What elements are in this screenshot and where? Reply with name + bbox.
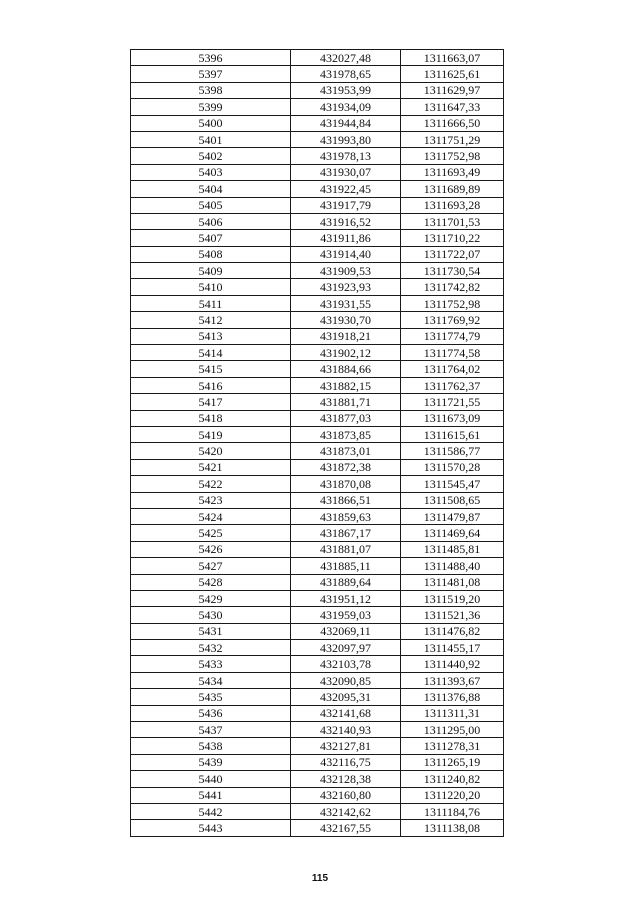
table-row	[131, 99, 504, 115]
point-number-cell: 5429	[131, 590, 291, 606]
y-coordinate-cell: 1311265,19	[401, 754, 504, 770]
x-coordinate-cell: 431881,07	[291, 541, 401, 557]
x-coordinate-cell: 431922,45	[291, 181, 401, 197]
x-coordinate-cell: 431930,70	[291, 312, 401, 328]
point-number-cell: 5421	[131, 459, 291, 475]
table-row	[131, 525, 504, 541]
point-number-cell: 5418	[131, 410, 291, 426]
point-number-cell: 5404	[131, 181, 291, 197]
point-number-cell: 5413	[131, 328, 291, 344]
y-coordinate-cell: 1311545,47	[401, 476, 504, 492]
table-row	[131, 279, 504, 295]
point-number-cell: 5443	[131, 820, 291, 836]
x-coordinate-cell: 432069,11	[291, 623, 401, 639]
y-coordinate-cell: 1311673,09	[401, 410, 504, 426]
table-row	[131, 803, 504, 819]
table-row	[131, 754, 504, 770]
table-row	[131, 410, 504, 426]
y-coordinate-cell: 1311689,89	[401, 181, 504, 197]
y-coordinate-cell: 1311184,76	[401, 803, 504, 819]
point-number-cell: 5440	[131, 771, 291, 787]
x-coordinate-cell: 431914,40	[291, 246, 401, 262]
x-coordinate-cell: 432097,97	[291, 640, 401, 656]
x-coordinate-cell: 431873,01	[291, 443, 401, 459]
y-coordinate-cell: 1311721,55	[401, 394, 504, 410]
point-number-cell: 5399	[131, 99, 291, 115]
point-number-cell: 5433	[131, 656, 291, 672]
point-number-cell: 5437	[131, 722, 291, 738]
point-number-cell: 5410	[131, 279, 291, 295]
table-row	[131, 541, 504, 557]
x-coordinate-cell: 432095,31	[291, 689, 401, 705]
point-number-cell: 5406	[131, 213, 291, 229]
point-number-cell: 5439	[131, 754, 291, 770]
y-coordinate-cell: 1311488,40	[401, 558, 504, 574]
x-coordinate-cell: 431951,12	[291, 590, 401, 606]
point-number-cell: 5419	[131, 426, 291, 442]
x-coordinate-cell: 431884,66	[291, 361, 401, 377]
x-coordinate-cell: 431909,53	[291, 263, 401, 279]
table-row	[131, 213, 504, 229]
table-row	[131, 394, 504, 410]
coordinates-table	[130, 49, 504, 837]
point-number-cell: 5397	[131, 66, 291, 82]
y-coordinate-cell: 1311752,98	[401, 148, 504, 164]
x-coordinate-cell: 431902,12	[291, 345, 401, 361]
y-coordinate-cell: 1311519,20	[401, 590, 504, 606]
table-row	[131, 558, 504, 574]
y-coordinate-cell: 1311295,00	[401, 722, 504, 738]
point-number-cell: 5407	[131, 230, 291, 246]
y-coordinate-cell: 1311625,61	[401, 66, 504, 82]
y-coordinate-cell: 1311311,31	[401, 705, 504, 721]
x-coordinate-cell: 432160,80	[291, 787, 401, 803]
table-row	[131, 705, 504, 721]
table-row	[131, 295, 504, 311]
table-row	[131, 722, 504, 738]
x-coordinate-cell: 431885,11	[291, 558, 401, 574]
table-row	[131, 131, 504, 147]
table-row	[131, 590, 504, 606]
x-coordinate-cell: 431882,15	[291, 377, 401, 393]
table-row	[131, 459, 504, 475]
x-coordinate-cell: 431881,71	[291, 394, 401, 410]
y-coordinate-cell: 1311240,82	[401, 771, 504, 787]
y-coordinate-cell: 1311751,29	[401, 131, 504, 147]
table-row	[131, 181, 504, 197]
x-coordinate-cell: 432140,93	[291, 722, 401, 738]
x-coordinate-cell: 431877,03	[291, 410, 401, 426]
table-row	[131, 312, 504, 328]
table-row	[131, 426, 504, 442]
x-coordinate-cell: 431930,07	[291, 164, 401, 180]
y-coordinate-cell: 1311278,31	[401, 738, 504, 754]
y-coordinate-cell: 1311666,50	[401, 115, 504, 131]
y-coordinate-cell: 1311615,61	[401, 426, 504, 442]
y-coordinate-cell: 1311742,82	[401, 279, 504, 295]
x-coordinate-cell: 431978,13	[291, 148, 401, 164]
point-number-cell: 5426	[131, 541, 291, 557]
y-coordinate-cell: 1311762,37	[401, 377, 504, 393]
table-row	[131, 689, 504, 705]
table-row	[131, 82, 504, 98]
page-number: 115	[311, 873, 329, 884]
table-row	[131, 66, 504, 82]
x-coordinate-cell: 432090,85	[291, 672, 401, 688]
point-number-cell: 5415	[131, 361, 291, 377]
y-coordinate-cell: 1311764,02	[401, 361, 504, 377]
x-coordinate-cell: 432103,78	[291, 656, 401, 672]
point-number-cell: 5396	[131, 50, 291, 66]
table-row	[131, 328, 504, 344]
table-row	[131, 607, 504, 623]
y-coordinate-cell: 1311455,17	[401, 640, 504, 656]
x-coordinate-cell: 432128,38	[291, 771, 401, 787]
point-number-cell: 5427	[131, 558, 291, 574]
x-coordinate-cell: 431923,93	[291, 279, 401, 295]
x-coordinate-cell: 432141,68	[291, 705, 401, 721]
x-coordinate-cell: 431911,86	[291, 230, 401, 246]
point-number-cell: 5420	[131, 443, 291, 459]
point-number-cell: 5409	[131, 263, 291, 279]
y-coordinate-cell: 1311476,82	[401, 623, 504, 639]
point-number-cell: 5403	[131, 164, 291, 180]
x-coordinate-cell: 431978,65	[291, 66, 401, 82]
x-coordinate-cell: 431916,52	[291, 213, 401, 229]
y-coordinate-cell: 1311774,58	[401, 345, 504, 361]
y-coordinate-cell: 1311138,08	[401, 820, 504, 836]
table-row	[131, 492, 504, 508]
point-number-cell: 5411	[131, 295, 291, 311]
x-coordinate-cell: 431934,09	[291, 99, 401, 115]
y-coordinate-cell: 1311647,33	[401, 99, 504, 115]
point-number-cell: 5405	[131, 197, 291, 213]
x-coordinate-cell: 431931,55	[291, 295, 401, 311]
y-coordinate-cell: 1311710,22	[401, 230, 504, 246]
table-row	[131, 443, 504, 459]
point-number-cell: 5401	[131, 131, 291, 147]
y-coordinate-cell: 1311663,07	[401, 50, 504, 66]
y-coordinate-cell: 1311521,36	[401, 607, 504, 623]
table-row	[131, 345, 504, 361]
point-number-cell: 5412	[131, 312, 291, 328]
table-row	[131, 672, 504, 688]
point-number-cell: 5436	[131, 705, 291, 721]
table-row	[131, 738, 504, 754]
x-coordinate-cell: 431944,84	[291, 115, 401, 131]
point-number-cell: 5398	[131, 82, 291, 98]
table-row	[131, 508, 504, 524]
y-coordinate-cell: 1311220,20	[401, 787, 504, 803]
x-coordinate-cell: 432127,81	[291, 738, 401, 754]
table-row	[131, 230, 504, 246]
x-coordinate-cell: 431872,38	[291, 459, 401, 475]
y-coordinate-cell: 1311376,88	[401, 689, 504, 705]
y-coordinate-cell: 1311693,49	[401, 164, 504, 180]
table-row	[131, 656, 504, 672]
y-coordinate-cell: 1311774,79	[401, 328, 504, 344]
y-coordinate-cell: 1311481,08	[401, 574, 504, 590]
table-row	[131, 50, 504, 66]
table-row	[131, 476, 504, 492]
point-number-cell: 5424	[131, 508, 291, 524]
x-coordinate-cell: 431870,08	[291, 476, 401, 492]
x-coordinate-cell: 432027,48	[291, 50, 401, 66]
table-row	[131, 640, 504, 656]
y-coordinate-cell: 1311629,97	[401, 82, 504, 98]
x-coordinate-cell: 431873,85	[291, 426, 401, 442]
y-coordinate-cell: 1311508,65	[401, 492, 504, 508]
y-coordinate-cell: 1311570,28	[401, 459, 504, 475]
point-number-cell: 5425	[131, 525, 291, 541]
point-number-cell: 5438	[131, 738, 291, 754]
point-number-cell: 5417	[131, 394, 291, 410]
x-coordinate-cell: 431959,03	[291, 607, 401, 623]
point-number-cell: 5414	[131, 345, 291, 361]
table-row	[131, 787, 504, 803]
point-number-cell: 5442	[131, 803, 291, 819]
point-number-cell: 5428	[131, 574, 291, 590]
x-coordinate-cell: 432142,62	[291, 803, 401, 819]
x-coordinate-cell: 431993,80	[291, 131, 401, 147]
point-number-cell: 5430	[131, 607, 291, 623]
coordinates-table-body	[131, 50, 504, 837]
y-coordinate-cell: 1311693,28	[401, 197, 504, 213]
y-coordinate-cell: 1311730,54	[401, 263, 504, 279]
point-number-cell: 5435	[131, 689, 291, 705]
table-row	[131, 820, 504, 836]
point-number-cell: 5434	[131, 672, 291, 688]
point-number-cell: 5408	[131, 246, 291, 262]
x-coordinate-cell: 431917,79	[291, 197, 401, 213]
x-coordinate-cell: 432167,55	[291, 820, 401, 836]
point-number-cell: 5400	[131, 115, 291, 131]
table-row	[131, 164, 504, 180]
y-coordinate-cell: 1311440,92	[401, 656, 504, 672]
table-row	[131, 246, 504, 262]
x-coordinate-cell: 431859,63	[291, 508, 401, 524]
x-coordinate-cell: 431867,17	[291, 525, 401, 541]
point-number-cell: 5402	[131, 148, 291, 164]
table-row	[131, 574, 504, 590]
x-coordinate-cell: 431866,51	[291, 492, 401, 508]
point-number-cell: 5416	[131, 377, 291, 393]
table-row	[131, 197, 504, 213]
x-coordinate-cell: 431953,99	[291, 82, 401, 98]
table-row	[131, 115, 504, 131]
table-row	[131, 771, 504, 787]
x-coordinate-cell: 432116,75	[291, 754, 401, 770]
y-coordinate-cell: 1311586,77	[401, 443, 504, 459]
y-coordinate-cell: 1311722,07	[401, 246, 504, 262]
point-number-cell: 5441	[131, 787, 291, 803]
x-coordinate-cell: 431889,64	[291, 574, 401, 590]
point-number-cell: 5423	[131, 492, 291, 508]
point-number-cell: 5432	[131, 640, 291, 656]
table-row	[131, 377, 504, 393]
x-coordinate-cell: 431918,21	[291, 328, 401, 344]
table-row	[131, 361, 504, 377]
y-coordinate-cell: 1311769,92	[401, 312, 504, 328]
table-row	[131, 623, 504, 639]
y-coordinate-cell: 1311393,67	[401, 672, 504, 688]
table-row	[131, 148, 504, 164]
y-coordinate-cell: 1311485,81	[401, 541, 504, 557]
point-number-cell: 5422	[131, 476, 291, 492]
y-coordinate-cell: 1311469,64	[401, 525, 504, 541]
point-number-cell: 5431	[131, 623, 291, 639]
table-row	[131, 263, 504, 279]
y-coordinate-cell: 1311752,98	[401, 295, 504, 311]
y-coordinate-cell: 1311701,53	[401, 213, 504, 229]
y-coordinate-cell: 1311479,87	[401, 508, 504, 524]
